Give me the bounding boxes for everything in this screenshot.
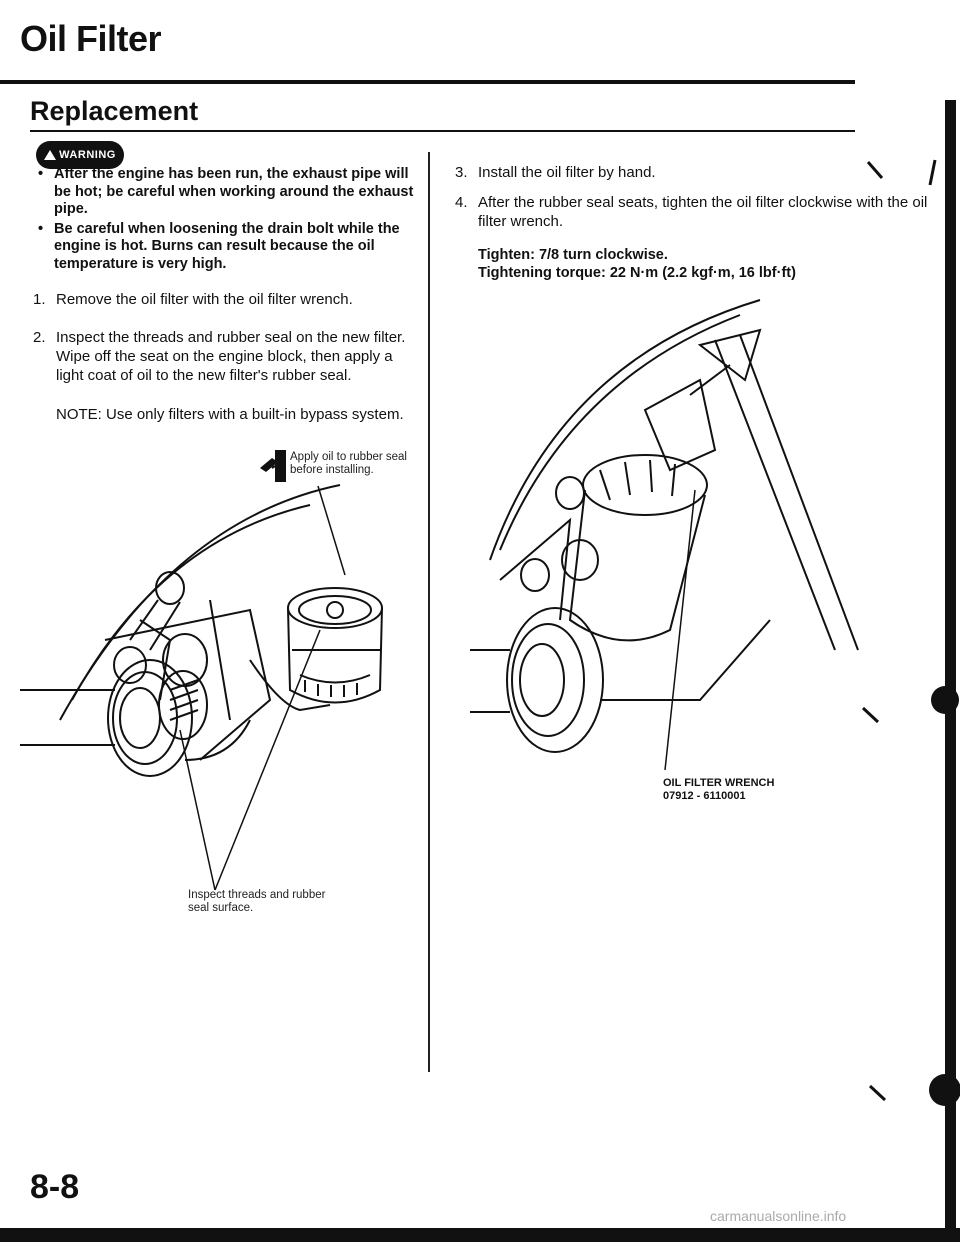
step-number: 4. [455, 194, 468, 211]
inspect-callout: Inspect threads and rubber seal surface. [188, 889, 326, 914]
step-text: After the rubber seal seats, tighten the oil filter clockwise with the oil filter wrench. [478, 194, 928, 230]
step-text: Install the oil filter by hand. [478, 164, 656, 181]
warning-bullet: • Be careful when loosening the drain bolt while the engine is hot. Burns can result because the oil temperature is very high. [38, 221, 418, 274]
warning-bullet: • After the engine has been run, the exhaust pipe will be hot; be careful when working around the exhaust pipe. [38, 166, 418, 219]
section-title: Replacement [30, 96, 199, 126]
bottom-bar [0, 1228, 960, 1242]
page-number: 8-8 [30, 1168, 80, 1206]
apply-oil-callout: Apply oil to rubber seal before installing. [290, 451, 407, 476]
tool-number: 07912 - 6110001 [663, 790, 746, 802]
step-text: Inspect the threads and rubber seal on the new filter. Wipe off the seat on the engine block, then apply a light coat of oil to the new filter's rubber seal. [56, 329, 406, 384]
step-text: Remove the oil filter with the oil filter wrench. [56, 291, 353, 308]
tool-name: OIL FILTER WRENCH [663, 777, 775, 789]
torque-spec: Tightening torque: 22 N·m (2.2 kgf·m, 16 lbf·ft) [478, 265, 796, 281]
page-title: Oil Filter [20, 18, 162, 59]
note-text: NOTE: Use only filters with a built-in bypass system. [56, 406, 404, 423]
page-edge [945, 100, 956, 1242]
step-number: 1. [33, 291, 46, 308]
tighten-spec: Tighten: 7/8 turn clockwise. [478, 247, 668, 263]
watermark: carmanualsonline.info [710, 1208, 847, 1224]
step-number: 2. [33, 329, 46, 346]
warning-badge-label: WARNING [59, 149, 116, 161]
step-number: 3. [455, 164, 468, 181]
